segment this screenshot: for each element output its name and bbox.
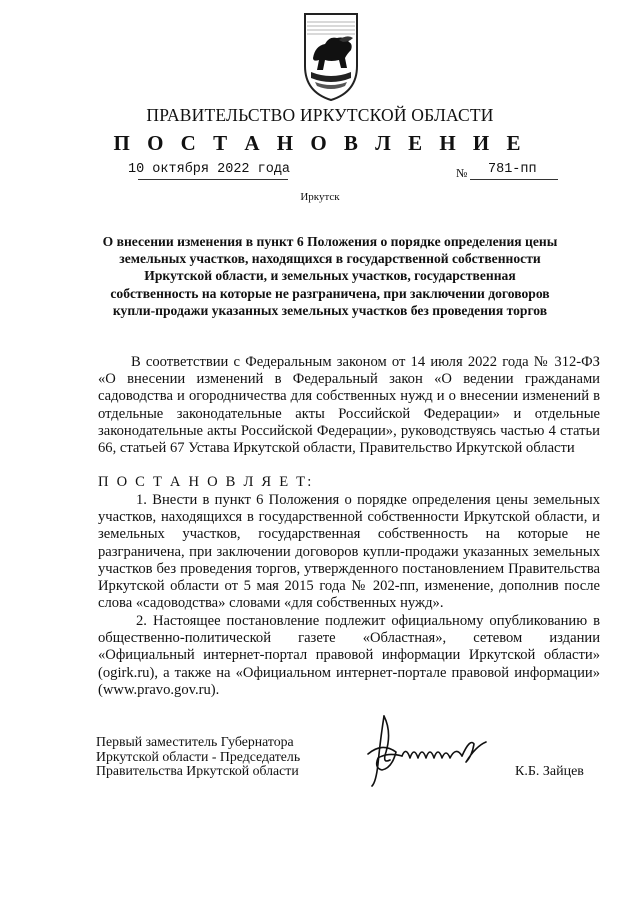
handwritten-signature	[362, 712, 490, 790]
signatory-position	[96, 735, 300, 779]
preamble-paragraph: В соответствии с Федеральным законом от 14 июля 2022 года № 312-ФЗ «О внесении изменений в Федеральный закон «О ведении гражданами садоводства и огородничества для собственных нужд и о внесении изменений в отдельные законодательные акты Российской Федерации» и отдельные законодательные акты Российской Федерации», руководствуясь частью 4 статьи 66, статьей 67 Устава Иркутской области, Правительство Иркутской области	[98, 354, 600, 457]
signatory-position-line: Иркутской области - Председатель	[96, 748, 301, 764]
coat-of-arms-emblem	[299, 8, 363, 104]
government-name: ПРАВИТЕЛЬСТВО ИРКУТСКОЙ ОБЛАСТИ	[146, 105, 494, 125]
signatory-position-line: Первый заместитель Губернатора	[96, 734, 294, 749]
document-date: 10 октября 2022 года	[128, 162, 291, 177]
city: Иркутск	[300, 191, 340, 203]
item-1-paragraph: 1. Внести в пункт 6 Положения о порядке определения цены земельных участков, находящихся в государственной собственности Иркутской области, и земельных участков, государственная собственность на которые не разграничена, при заключении договоров купли-продажи указанных земельных участков без проведения торгов, утвержденного постановлением Правительства Иркутской области от 5 мая 2015 года № 202-пп, изменение, дополнив после слова «садоводства» словами «для собственных нужд».	[98, 492, 600, 612]
number-underline	[470, 179, 558, 180]
document-title: О внесении изменения в пункт 6 Положения о порядке определения цены земельных участков, находящихся в государственной собственности Иркутской области, и земельных участков, государственная собственность на которые не разграничена, при заключении договоров купли-продажи указанных земельных участков без проведения торгов	[102, 234, 558, 318]
document-number: 781-пп	[488, 162, 537, 177]
signer-name: К.Б. Зайцев	[515, 764, 584, 779]
signatory-position-line: Правительства Иркутской области	[96, 763, 299, 778]
date-underline	[138, 179, 288, 180]
document-type: П О С Т А Н О В Л Е Н И Е	[113, 131, 527, 155]
item-2-paragraph: 2. Настоящее постановление подлежит официальному опубликованию в общественно-политической газете «Областная», сетевом издании «Официальный интернет-портал правовой информации Иркутской области» (ogirk.ru), а также на «Официальном интернет-портале правовой информации» (www.pravo.gov.ru).	[98, 613, 600, 698]
decree-heading: П О С Т А Н О В Л Я Е Т:	[98, 474, 314, 490]
number-sign: №	[456, 166, 468, 180]
